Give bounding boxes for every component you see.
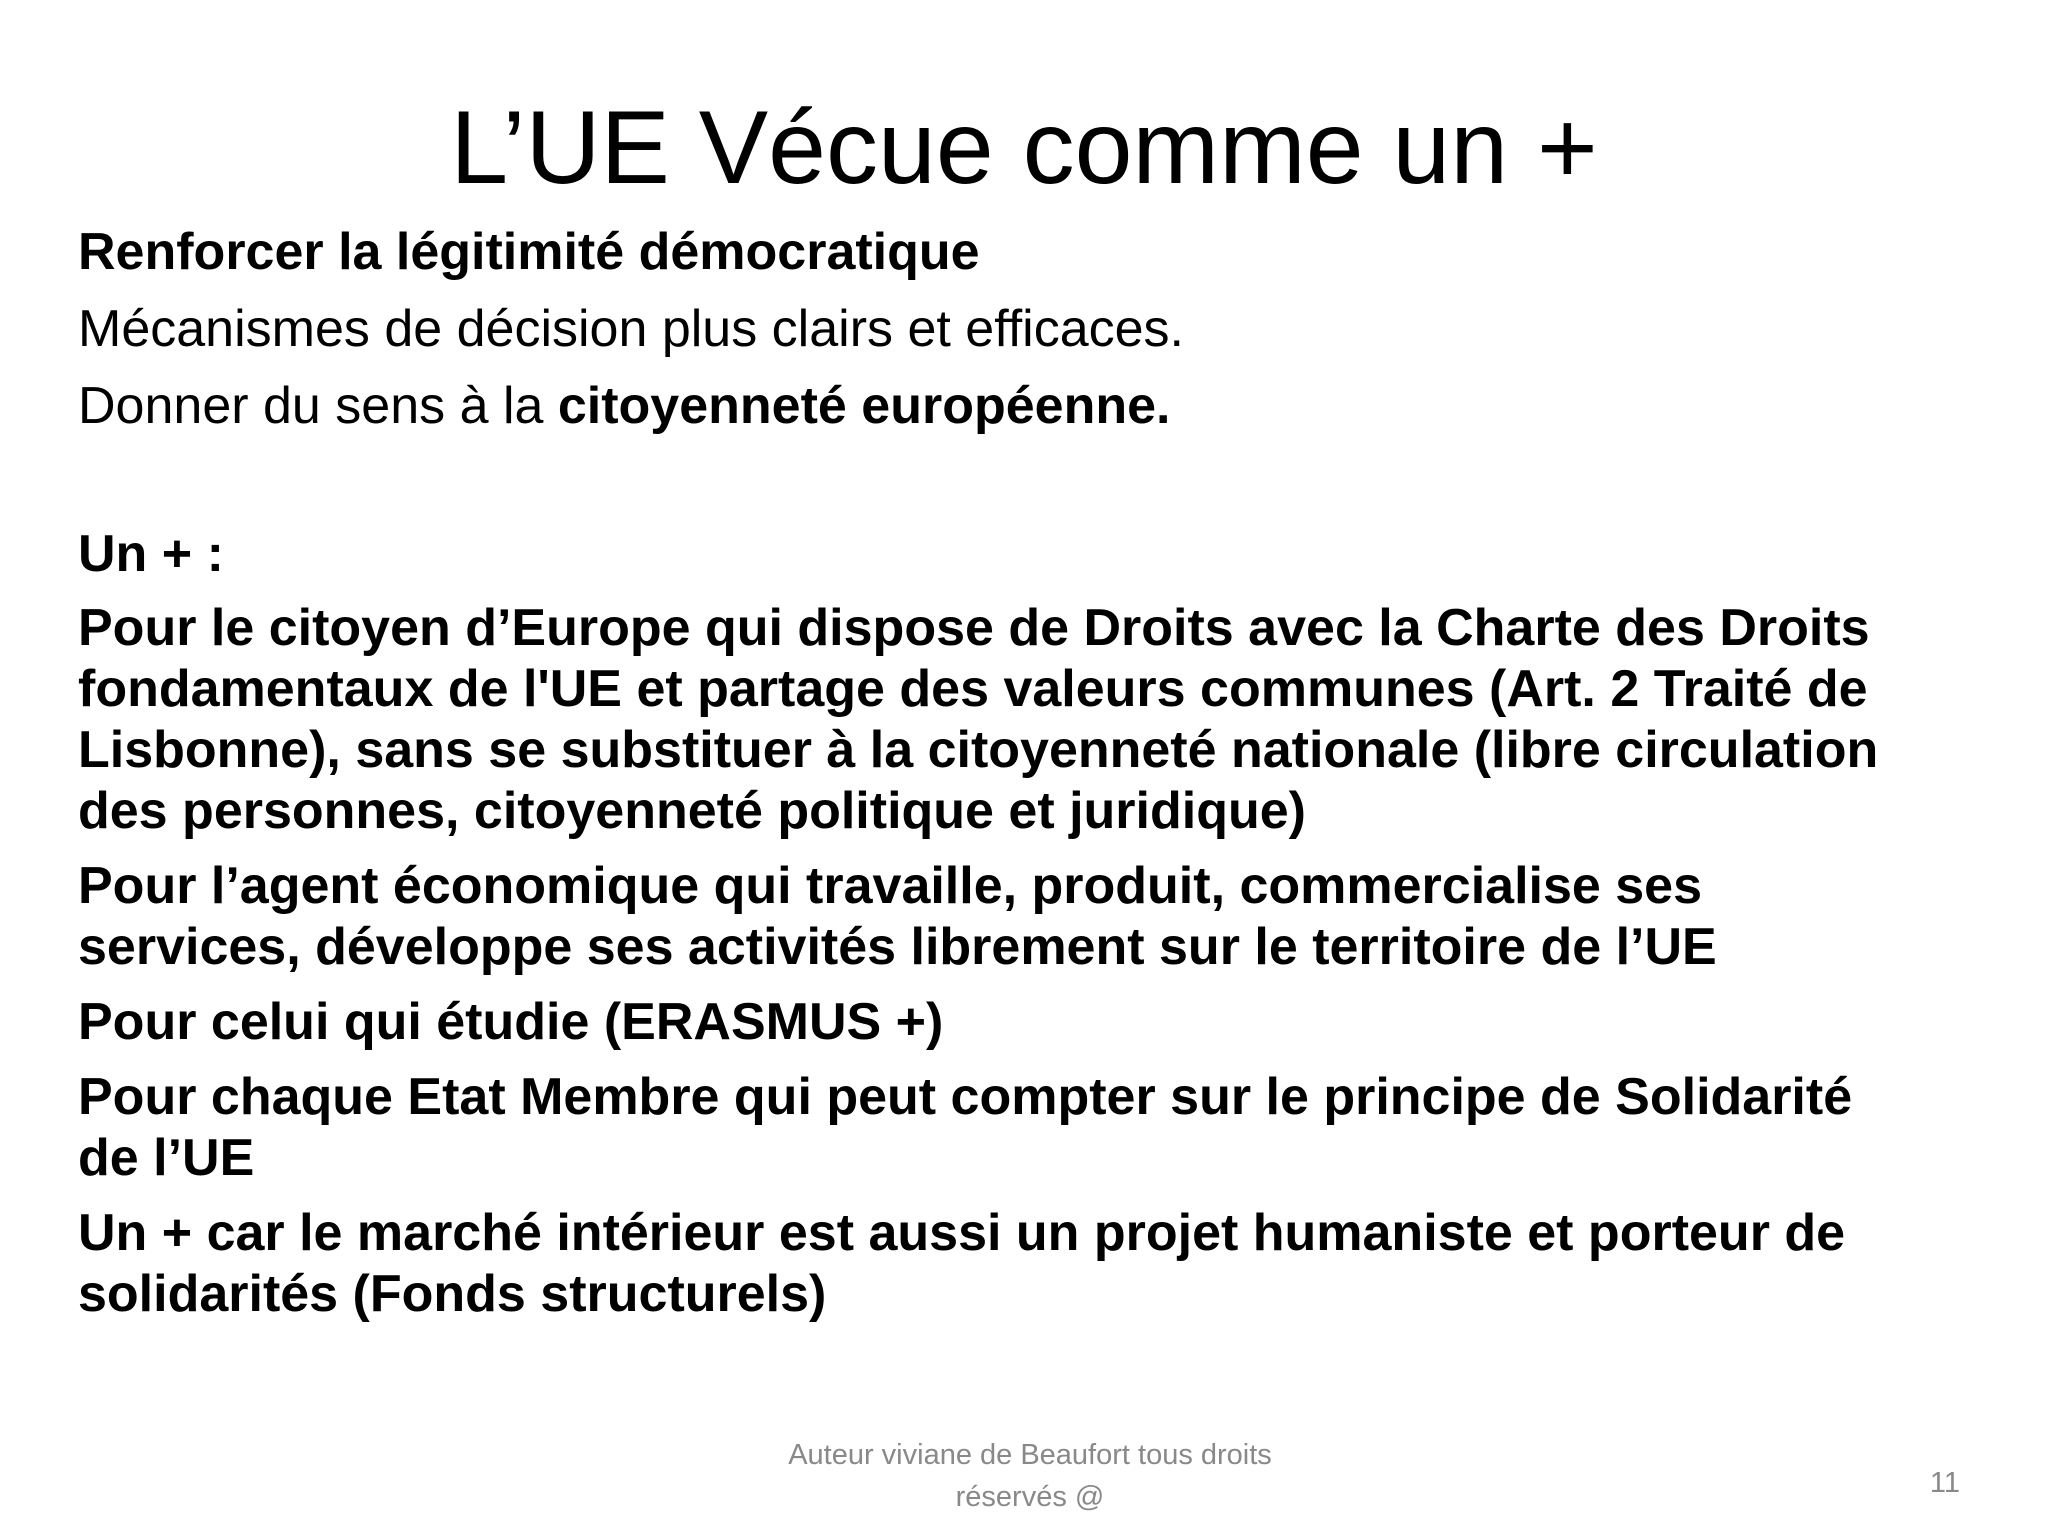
paragraph-line: fondamentaux de l'UE et partage des valeurs communes (Art. 2 Traité de [78, 660, 1868, 718]
paragraph-internal-market [78, 1203, 2008, 1325]
citizenship-line [78, 376, 2008, 436]
slide-title: L’UE Vécue comme un + [450, 90, 1598, 206]
footer-author-line: Auteur viviane de Beaufort tous droits [788, 1439, 1272, 1471]
footer-author [760, 1434, 1300, 1518]
slide-body [78, 222, 2008, 1325]
paragraph-line: de l’UE [78, 1129, 255, 1187]
paragraph-line: Pour le citoyen d’Europe qui dispose de Droits avec la Charte des Droits [78, 599, 1870, 657]
paragraph-line: Lisbonne), sans se substituer à la citoyenneté nationale (libre circulation [78, 721, 1879, 779]
plus-label: Un + : [78, 525, 224, 583]
paragraph-line: des personnes, citoyenneté politique et juridique) [78, 782, 1306, 840]
citizenship-prefix: Donner du sens à la [78, 377, 558, 435]
mechanisms-line: Mécanismes de décision plus clairs et efficaces. [78, 300, 1184, 358]
paragraph-economic-agent [78, 856, 2008, 978]
paragraph-line: Un + car le marché intérieur est aussi un projet humaniste et porteur de [78, 1204, 1846, 1262]
paragraph-line: solidarités (Fonds structurels) [78, 1265, 827, 1323]
paragraph-citizen [78, 598, 2008, 842]
footer-author-line: réservés @ [955, 1481, 1105, 1513]
citizenship-emphasis: citoyenneté européenne. [557, 377, 1171, 435]
paragraph-line: Pour l’agent économique qui travaille, produit, commercialise ses [78, 857, 1703, 915]
paragraph-student [78, 992, 2008, 1053]
paragraph-line: Pour celui qui étudie (ERASMUS +) [78, 993, 944, 1051]
paragraph-member-state [78, 1067, 2008, 1189]
paragraph-line: services, développe ses activités librement sur le territoire de l’UE [78, 918, 1717, 976]
page-number: 11 [1929, 1467, 1960, 1499]
paragraph-line: Pour chaque Etat Membre qui peut compter sur le principe de Solidarité [78, 1068, 1853, 1126]
section-heading: Renforcer la légitimité démocratique [78, 223, 980, 281]
